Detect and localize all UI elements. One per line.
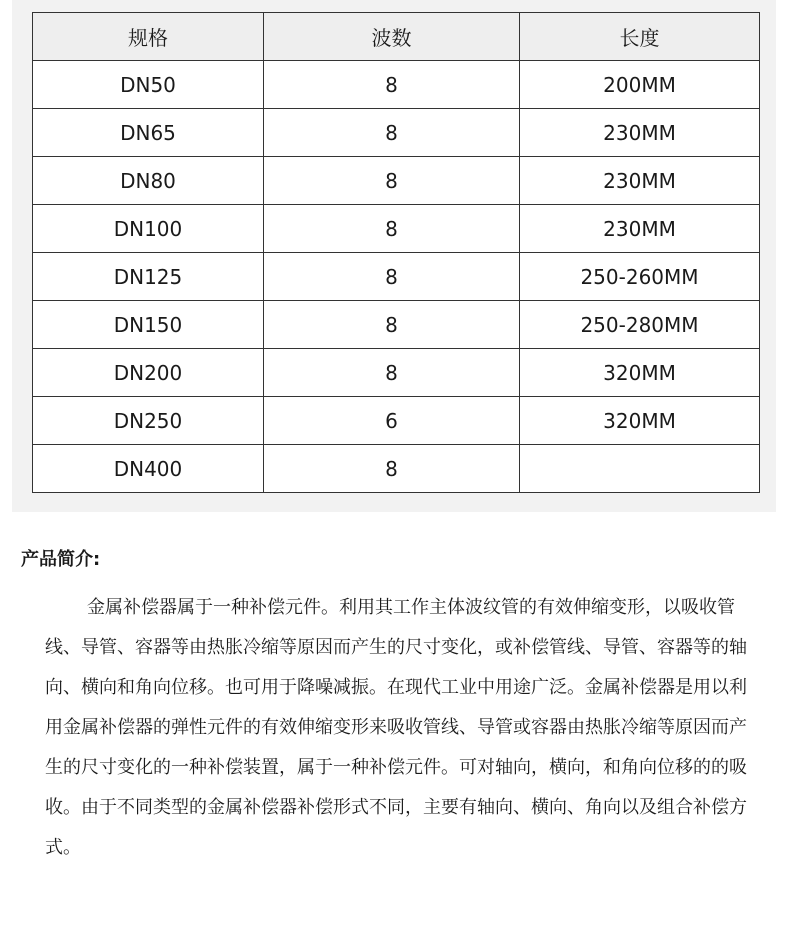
- cell-spec: DN400: [33, 445, 264, 493]
- cell-wave-count: 6: [264, 397, 520, 445]
- cell-length: 320MM: [520, 349, 760, 397]
- table-row: [33, 397, 760, 445]
- cell-length: [520, 445, 760, 493]
- table-row: [33, 253, 760, 301]
- table-row: [33, 157, 760, 205]
- spec-table-panel: [12, 0, 776, 512]
- cell-spec: DN250: [33, 397, 264, 445]
- cell-length: 230MM: [520, 109, 760, 157]
- table-row: [33, 301, 760, 349]
- cell-spec: DN150: [33, 301, 264, 349]
- cell-length: 230MM: [520, 157, 760, 205]
- cell-spec: DN100: [33, 205, 264, 253]
- table-row: [33, 349, 760, 397]
- cell-length: 320MM: [520, 397, 760, 445]
- cell-wave-count: 8: [264, 253, 520, 301]
- cell-spec: DN200: [33, 349, 264, 397]
- cell-wave-count: 8: [264, 445, 520, 493]
- intro-title: 产品简介:: [21, 549, 101, 570]
- cell-length: 250-280MM: [520, 301, 760, 349]
- header-wave-count: 波数: [264, 13, 520, 61]
- cell-wave-count: 8: [264, 349, 520, 397]
- cell-wave-count: 8: [264, 157, 520, 205]
- spec-table: [32, 12, 760, 493]
- table-row: [33, 205, 760, 253]
- cell-spec: DN65: [33, 109, 264, 157]
- table-row: [33, 445, 760, 493]
- cell-length: 250-260MM: [520, 253, 760, 301]
- header-length: 长度: [520, 13, 760, 61]
- header-spec: 规格: [33, 13, 264, 61]
- cell-wave-count: 8: [264, 109, 520, 157]
- cell-spec: DN50: [33, 61, 264, 109]
- cell-wave-count: 8: [264, 61, 520, 109]
- cell-wave-count: 8: [264, 301, 520, 349]
- table-row: [33, 61, 760, 109]
- cell-spec: DN125: [33, 253, 264, 301]
- cell-wave-count: 8: [264, 205, 520, 253]
- intro-paragraph: 金属补偿器属于一种补偿元件。利用其工作主体波纹管的有效伸缩变形，以吸收管线、导管、容器等由热胀冷缩等原因而产生的尺寸变化，或补偿管线、导管、容器等的轴向、横向和角向位移。也可用于降噪减振。在现代工业中用途广泛。金属补偿器是用以利用金属补偿器的弹性元件的有效伸缩变形来吸收管线、导管或容器由热胀冷缩等原因而产生的尺寸变化的一种补偿装置，属于一种补偿元件。可对轴向，横向，和角向位移的的吸收。由于不同类型的金属补偿器补偿形式不同，主要有轴向、横向、角向以及组合补偿方式。: [45, 597, 747, 858]
- cell-length: 200MM: [520, 61, 760, 109]
- cell-spec: DN80: [33, 157, 264, 205]
- cell-length: 230MM: [520, 205, 760, 253]
- table-row: [33, 109, 760, 157]
- table-header-row: [33, 13, 760, 61]
